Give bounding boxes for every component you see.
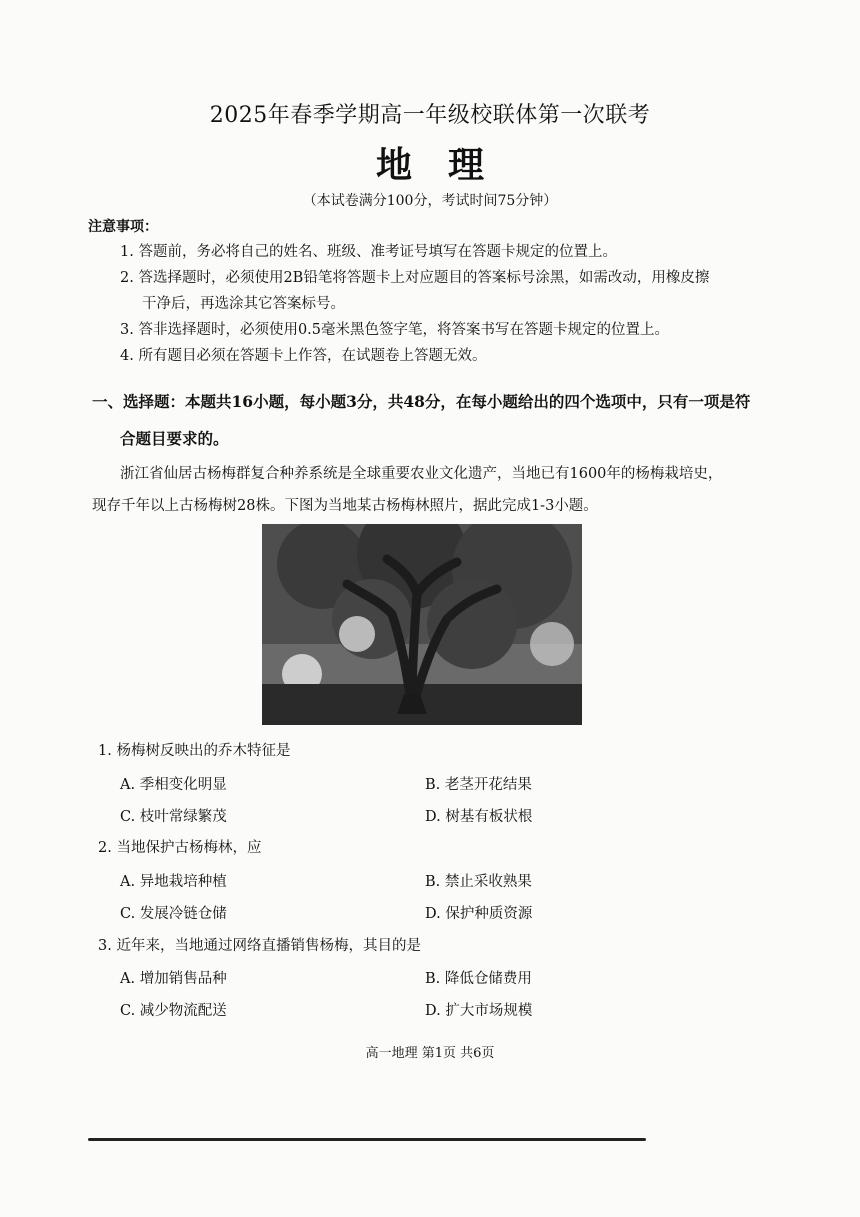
q1-option-d: D. 树基有板状根 [425,809,533,825]
q1-option-b: B. 老茎开花结果 [425,777,532,793]
question-1-stem: 1. 杨梅树反映出的乔木特征是 [98,743,291,759]
exam-info: （本试卷满分100分，考试时间75分钟） [302,193,558,209]
q2-option-a: A. 异地栽培种植 [120,874,227,890]
q1-option-a: A. 季相变化明显 [120,777,227,793]
passage-line-1: 浙江省仙居古杨梅群复合种养系统是全球重要农业文化遗产，当地已有1600年的杨梅栽培史， [120,466,723,482]
q3-option-b: B. 降低仓储费用 [425,971,532,987]
page-footer: 高一地理 第1页 共6页 [365,1046,495,1061]
exam-title: 2025年春季学期高一年级校联体第一次联考 [209,103,651,128]
passage-line-2: 现存千年以上古杨梅树28株。下图为当地某古杨梅林照片，据此完成1-3小题。 [92,498,598,514]
q3-option-c: C. 减少物流配送 [120,1003,227,1019]
q2-option-b: B. 禁止采收熟果 [425,874,532,890]
subject-title: 地 理 [375,144,484,186]
q2-option-c: C. 发展冷链仓储 [120,906,227,922]
q2-option-d: D. 保护种质资源 [425,906,533,922]
q1-option-c: C. 枝叶常绿繁茂 [120,809,227,825]
notice-item-3: 3. 答非选择题时，必须使用0.5毫米黑色签字笔，将答案书写在答题卡规定的位置上。 [120,322,670,338]
section-heading-cont: 合题目要求的。 [120,429,229,448]
notice-item-1: 1. 答题前，务必将自己的姓名、班级、准考证号填写在答题卡规定的位置上。 [120,244,617,260]
notice-item-2-cont: 干净后，再选涂其它答案标号。 [142,296,345,312]
q3-option-d: D. 扩大市场规模 [425,1003,533,1019]
notice-item-2: 2. 答选择题时，必须使用2B铅笔将答题卡上对应题目的答案标号涂黑，如需改动，用橡皮擦 [120,270,710,286]
question-3-stem: 3. 近年来，当地通过网络直播销售杨梅，其目的是 [98,938,421,954]
q3-option-a: A. 增加销售品种 [120,971,227,987]
section-heading: 一、选择题：本题共16小题，每小题3分，共48分，在每小题给出的四个选项中，只有一项是符 [92,392,751,411]
bottom-rule [88,1138,646,1141]
question-2-stem: 2. 当地保护古杨梅林，应 [98,840,262,856]
bayberry-tree-photo [262,524,582,725]
notice-item-4: 4. 所有题目必须在答题卡上作答，在试题卷上答题无效。 [120,348,487,364]
notice-heading: 注意事项： [88,219,158,235]
